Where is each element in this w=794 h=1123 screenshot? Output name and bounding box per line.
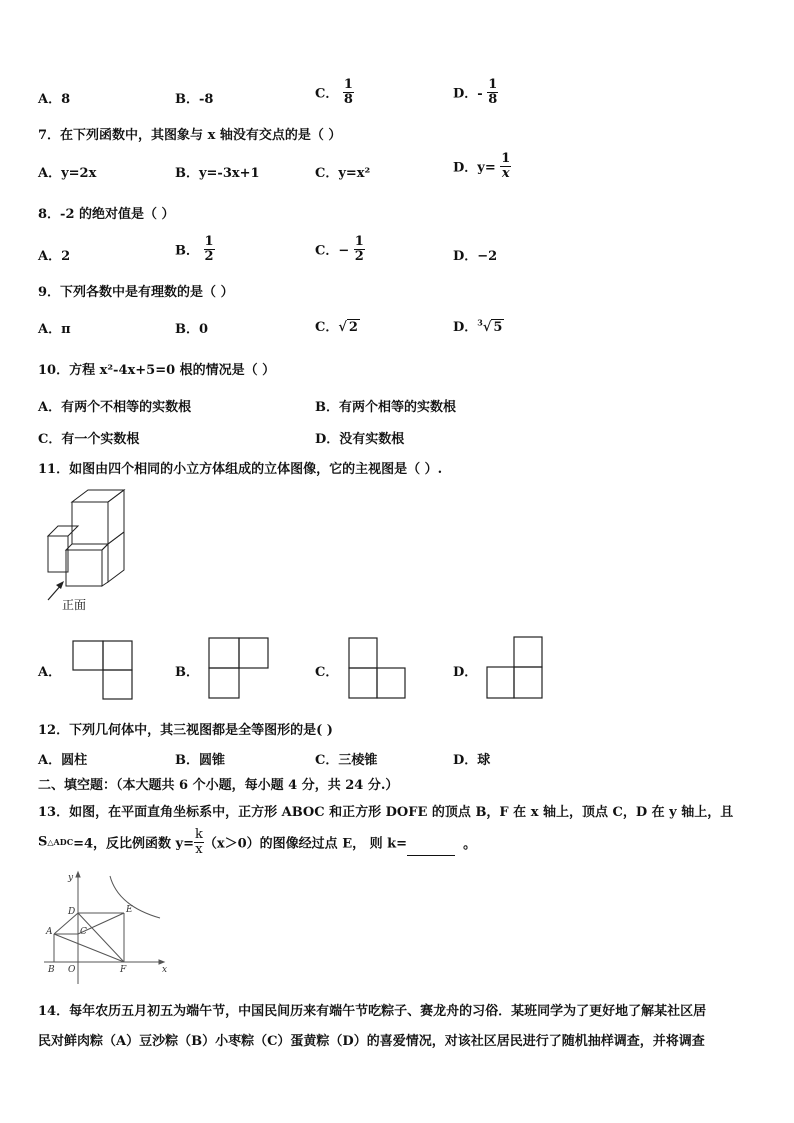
q12-option-b: B．圆锥 [175, 753, 225, 768]
q11-option-a-shape [72, 640, 134, 700]
q11-option-c-label: C． [315, 665, 339, 680]
q9-option-b: B．0 [175, 322, 209, 337]
option-label: B． [175, 243, 199, 259]
point-label-f: F [120, 965, 127, 975]
denominator: x [501, 165, 510, 181]
numerator: 1 [343, 77, 353, 92]
q11-option-c-shape [348, 637, 408, 700]
axis-label-x: x [162, 965, 168, 975]
section-heading: 二、填空题：（本大题共 6 个小题，每小题 4 分，共 24 分.） [38, 778, 399, 793]
area-subscript: △ADC [47, 837, 74, 848]
q8-stem: 8．-2 的绝对值是（ ） [38, 207, 175, 222]
q9-stem: 9．下列各数中是有理数的是（ ） [38, 285, 234, 300]
q12-stem: 12．下列几何体中，其三视图都是全等图形的是( ) [38, 723, 333, 738]
q7-stem: 7．在下列函数中，其图象与 x 轴没有交点的是（ ） [38, 128, 342, 143]
option-label: C．− [315, 243, 350, 259]
q9-option-d [453, 316, 504, 335]
q11-option-a-label: A． [38, 665, 62, 680]
radicand: 2 [348, 320, 358, 335]
q13-text-b: （x＞0）的图像经过点 E， 则 k= [203, 836, 408, 852]
q10-stem: 10．方程 x²-4x+5=0 根的情况是（ ） [38, 363, 276, 378]
point-label-e: E [126, 905, 133, 915]
option-label: D． [453, 320, 478, 335]
cube-figure [40, 488, 135, 603]
q13-line1: 13．如图，在平面直角坐标系中，正方形 ABOC 和正方形 DOFE 的顶点 B，F 在 x 轴上，顶点 C，D 在 y 轴上，且 [38, 805, 734, 820]
denominator: 8 [488, 91, 498, 107]
denominator: 2 [204, 248, 214, 264]
option-label: D．- [453, 86, 483, 102]
q11-option-d-shape [486, 636, 546, 700]
denominator: 2 [354, 248, 364, 264]
option-label: C． [315, 320, 339, 335]
q11-option-b-shape [208, 637, 270, 700]
q8-option-b [175, 235, 215, 263]
radicand: 5 [493, 320, 503, 335]
area-symbol: S [38, 834, 48, 850]
denominator: 8 [343, 91, 353, 107]
numerator: k [194, 827, 203, 842]
q8-option-c [315, 235, 365, 263]
root-index: 3 [477, 317, 483, 328]
axis-label-y: y [68, 873, 74, 883]
q7-option-b: B．y=-3x+1 [175, 166, 260, 181]
q12-option-d: D．球 [453, 753, 491, 768]
q7-option-c: C．y=x² [315, 166, 371, 181]
point-label-a: A [46, 927, 53, 937]
q6-option-b: B．-8 [175, 92, 214, 107]
fraction [204, 235, 215, 263]
q12-option-a: A．圆柱 [38, 753, 88, 768]
q10-option-d: D．没有实数根 [315, 432, 405, 447]
q6-option-c [315, 78, 354, 106]
numerator: 1 [354, 234, 364, 249]
q11-option-d-label: D． [453, 665, 478, 680]
point-label-o: O [68, 965, 76, 975]
q14-line2: 民对鲜肉粽（A）豆沙粽（B）小枣粽（C）蛋黄粽（D）的喜爱情况，对该社区居民进行了随机抽样调查，并将调查 [38, 1034, 705, 1049]
q11-stem: 11．如图由四个相同的小立方体组成的立体图像，它的主视图是（ ）. [38, 462, 443, 477]
point-label-c: C [80, 927, 87, 937]
denominator: x [195, 841, 203, 857]
cube-root-expression: √ 5 [482, 320, 503, 335]
fraction [354, 235, 365, 263]
point-label-b: B [48, 965, 55, 975]
fraction [343, 78, 354, 106]
fraction [194, 828, 204, 856]
numerator: 1 [204, 234, 214, 249]
q13-text-a: =4，反比例函数 y= [73, 836, 194, 852]
q9-option-c [315, 316, 360, 335]
q9-option-a: A．π [38, 322, 71, 337]
numerator: 1 [501, 151, 511, 166]
option-label: C． [315, 86, 339, 102]
option-label: D．y= [453, 160, 496, 176]
fraction [500, 152, 511, 180]
coordinate-figure [40, 868, 170, 988]
q12-option-c: C．三棱锥 [315, 753, 378, 768]
fraction [487, 78, 498, 106]
sqrt-expression: √ 2 [338, 320, 358, 335]
q10-option-c: C．有一个实数根 [38, 432, 140, 447]
q7-option-d [453, 152, 511, 180]
q8-option-d: D．−2 [453, 249, 498, 264]
q10-option-a: A．有两个不相等的实数根 [38, 400, 192, 415]
numerator: 1 [488, 77, 498, 92]
point-label-d: D [68, 907, 76, 917]
q14-line1: 14．每年农历五月初五为端午节，中国民间历来有端午节吃粽子、赛龙舟的习俗．某班同学为了更好地了解某社区居 [38, 1004, 707, 1019]
q13-line2 [38, 828, 476, 856]
q10-option-b: B．有两个相等的实数根 [315, 400, 456, 415]
answer-blank[interactable] [407, 843, 455, 856]
front-view-label: 正面 [62, 598, 87, 612]
q6-option-a: A．8 [38, 92, 71, 107]
q7-option-a: A．y=2x [38, 166, 97, 181]
q8-option-a: A．2 [38, 249, 71, 264]
q11-option-b-label: B． [175, 665, 199, 680]
q6-option-d [453, 78, 498, 106]
q13-text-c: 。 [463, 836, 477, 852]
